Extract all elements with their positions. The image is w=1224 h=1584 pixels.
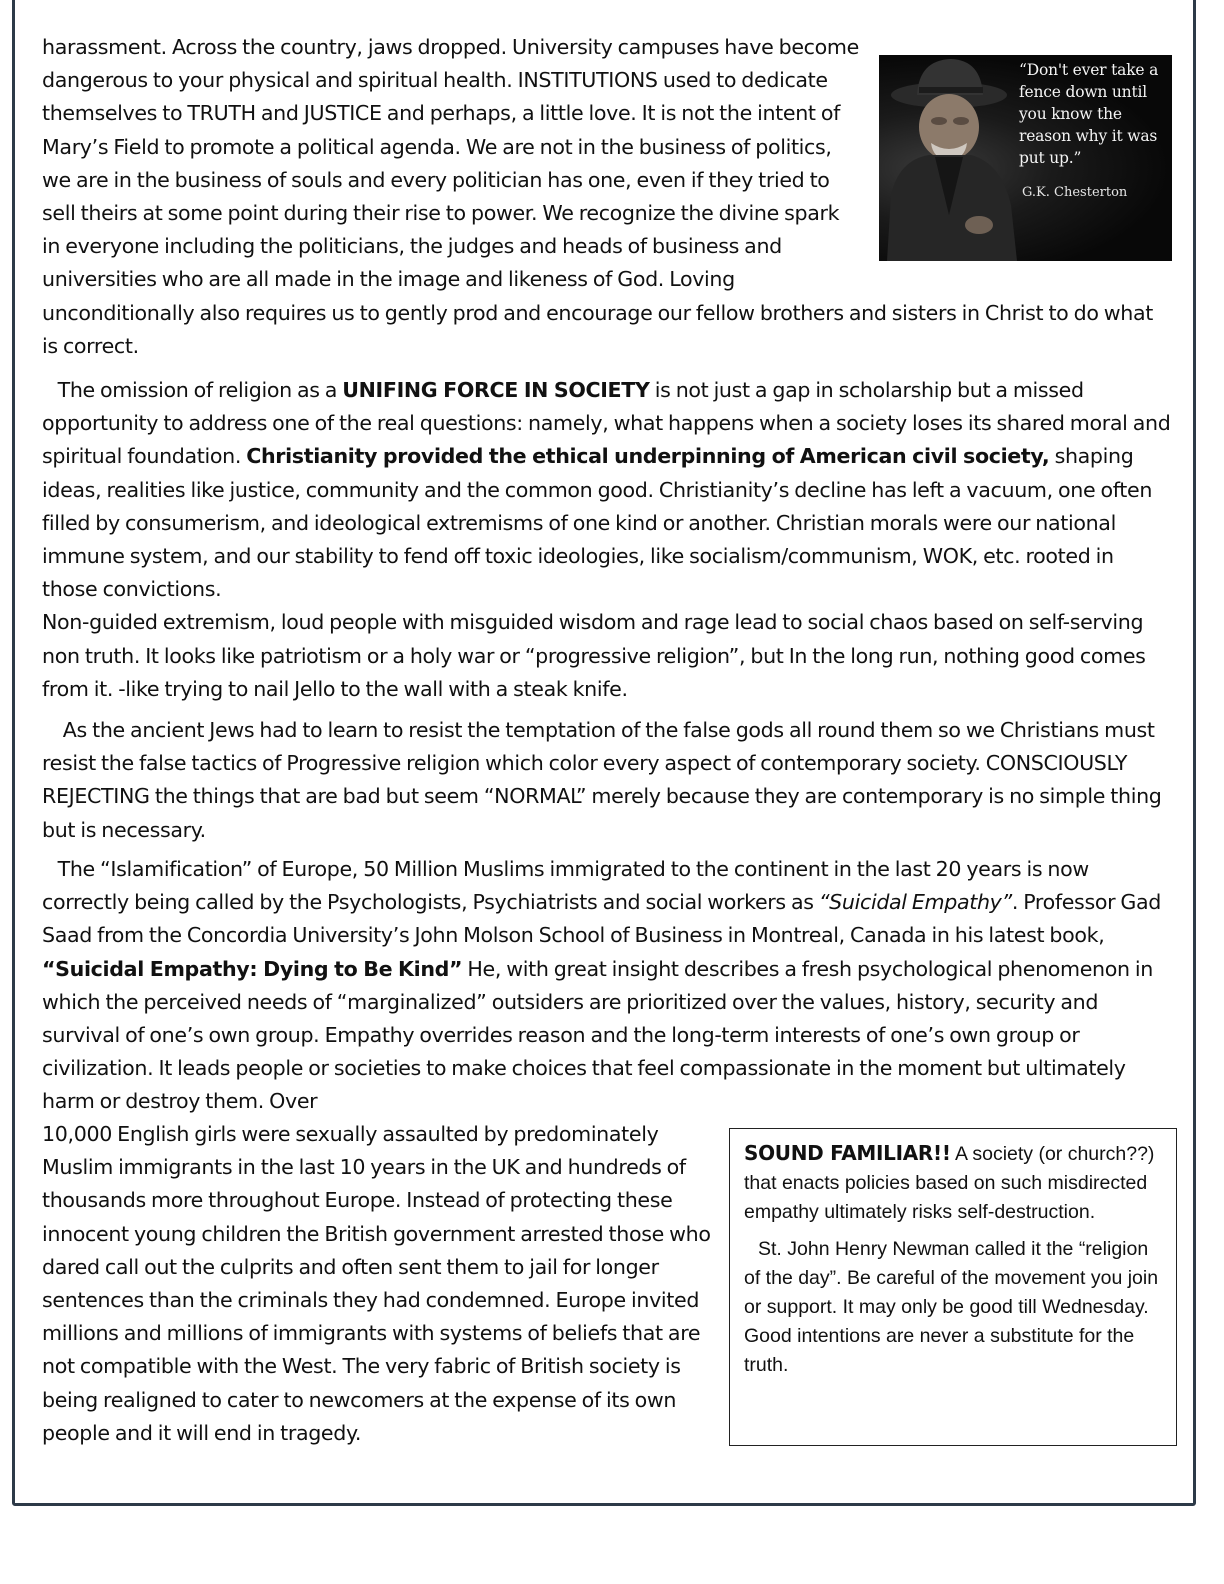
paragraph-unifying-force: The omission of religion as a UNIFING FORCE IN SOCIETY is not just a gap in scholarship but a missed opportunity to address one of the real questions: namely, what happens when a society loses its shared moral and spiritual foundation. Christianity provided the ethical underpinning of American civil society, shaping ideas, realities like justice, community and the common good. Christianity’s decline has left a vacuum, one often filled by consumerism, and ideological extremisms of one kind or another. Christian morals were our national immune system, and our stability to fend off toxic ideologies, like socialism/communism, WOK, etc. rooted in those convictions. Non-guided extremism, loud people with misguided wisdom and rage lead to social chaos based on self-serving non truth. It looks like patriotism or a holy war or “progressive religion”, but In the long run, nothing good comes from it. -like trying to nail Jello to the wall with a steak knife.: [42, 374, 1172, 706]
callout-heading: SOUND FAMILIAR!!: [744, 1141, 951, 1165]
paragraph-ancient-jews: As the ancient Jews had to learn to resist the temptation of the false gods all round them so we Christians must resist the false tactics of Progressive religion which color every aspect of contemporary society. CONSCIOUSLY REJECTING the things that are bad but seem “NORMAL” merely because they are contemporary is no simple thing but is necessary.: [42, 718, 1162, 842]
paragraph-intro-text: harassment. Across the country, jaws dropped. University campuses have become dangerous to your physical and spiritual health. INSTITUTIONS used to dedicate themselves to TRUTH and JUSTICE and perhaps, a little love. It is not the intent of Mary’s Field to promote a political agenda. We are not in the business of politics, we are in the business of souls and every politician has one, even if they tried to sell theirs at some point during their rise to power. We recognize the divine spark in everyone including the politicians, the judges and heads of business and universities who are all made in the image and likeness of God. Loving unconditionally also requires us to gently prod and encourage our fellow brothers and sisters in Christ to do what is correct.: [42, 35, 1153, 358]
callout-newman: St. John Henry Newman called it the “religion of the day”. Be careful of the movement you join or support. It may only be good till Wednesday. Good intentions are never a substitute for the truth.: [744, 1238, 1159, 1376]
sound-familiar-callout: SOUND FAMILIAR!! A society (or church??) that enacts policies based on such misdirected empathy ultimately risks self-destruction. St. John Henry Newman called it the “religion of the day”. Be careful of the movement you join or support. It may only be good till Wednesday. Good intentions are never a substitute for the truth.: [729, 1128, 1177, 1446]
paragraph-extremism: Non-guided extremism, loud people with misguided wisdom and rage lead to social chaos based on self-serving non truth. It looks like patriotism or a holy war or “progressive religion”, but In the long run, nothing good comes from it. -like trying to nail Jello to the wall with a steak knife.: [42, 610, 1146, 701]
quote-text: “Don't ever take a fence down until you know the reason why it was put up.”: [1019, 61, 1159, 167]
paragraph-islamification: The “Islamification” of Europe, 50 Million Muslims immigrated to the continent in the last 20 years is now correctly being called by the Psychologists, Psychiatrists and social workers as “Suicidal Empathy”. Professor Gad Saad from the Concordia University’s John Molson School of Business in Montreal, Canada in his latest book, “Suicidal Empathy: Dying to Be Kind” He, with great insight describes a fresh psychological phenomenon in which the perceived needs of “marginalized” outsiders are prioritized over the values, history, security and survival of one’s own group. Empathy overrides reason and the long-term interests of one’s own group or civilization. It leads people or societies to make choices that feel compassionate in the moment but ultimately harm or destroy them. Over: [42, 857, 1161, 1114]
paragraph-uk: 10,000 English girls were sexually assaulted by predominately Muslim immigrants in the last 10 years in the UK and hundreds of thousands more throughout Europe. Instead of protecting these innocent young children the British government arrested those who dared call out the culprits and often sent them to jail for longer sentences than the criminals they had condemned. Europe invited millions and millions of immigrants with systems of beliefs that are not compatible with the West. The very fabric of British society is being realigned to cater to newcomers at the expense of its own people and it will end in tragedy.: [42, 1122, 711, 1445]
quote-author: G.K. Chesterton: [1022, 185, 1128, 200]
